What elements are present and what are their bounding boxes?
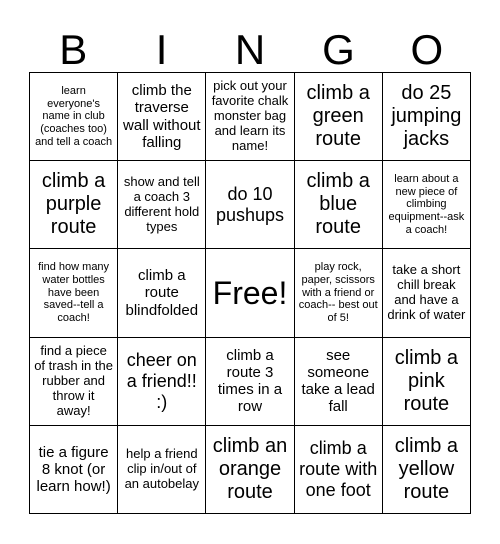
- bingo-cell[interactable]: climb a route blindfolded: [118, 249, 206, 337]
- bingo-cell[interactable]: play rock, paper, scissors with a friend or coach-- best out of 5!: [295, 249, 383, 337]
- bingo-cell[interactable]: see someone take a lead fall: [295, 338, 383, 426]
- bingo-cell[interactable]: pick out your favorite chalk monster bag and learn its name!: [206, 73, 294, 161]
- bingo-cell[interactable]: find a piece of trash in the rubber and throw it away!: [30, 338, 118, 426]
- bingo-board: [29, 72, 471, 514]
- bingo-cell[interactable]: find how many water bottles have been saved--tell a coach!: [30, 249, 118, 337]
- bingo-cell[interactable]: take a short chill break and have a drink of water: [383, 249, 471, 337]
- header-letter-b: B: [59, 26, 88, 73]
- free-space[interactable]: Free!: [206, 249, 294, 337]
- header-letter-o: O: [410, 26, 444, 73]
- bingo-cell[interactable]: cheer on a friend!! :): [118, 338, 206, 426]
- bingo-cell[interactable]: tie a figure 8 knot (or learn how!): [30, 426, 118, 514]
- bingo-cell[interactable]: climb a pink route: [383, 338, 471, 426]
- bingo-cell[interactable]: learn everyone's name in club (coaches too) and tell a coach: [30, 73, 118, 161]
- bingo-cell[interactable]: climb the traverse wall without falling: [118, 73, 206, 161]
- bingo-cell[interactable]: climb a green route: [295, 73, 383, 161]
- bingo-cell[interactable]: help a friend clip in/out of an autobelay: [118, 426, 206, 514]
- bingo-cell[interactable]: show and tell a coach 3 different hold types: [118, 161, 206, 249]
- bingo-cell[interactable]: climb an orange route: [206, 426, 294, 514]
- bingo-cell[interactable]: climb a route 3 times in a row: [206, 338, 294, 426]
- bingo-cell[interactable]: climb a purple route: [30, 161, 118, 249]
- header-letter-g: G: [322, 26, 355, 73]
- bingo-cell[interactable]: learn about a new piece of climbing equipment--ask a coach!: [383, 161, 471, 249]
- bingo-header: [29, 28, 471, 72]
- bingo-cell[interactable]: do 25 jumping jacks: [383, 73, 471, 161]
- bingo-cell[interactable]: climb a yellow route: [383, 426, 471, 514]
- bingo-cell[interactable]: climb a blue route: [295, 161, 383, 249]
- header-letter-i: I: [155, 26, 168, 73]
- bingo-cell[interactable]: climb a route with one foot: [295, 426, 383, 514]
- header-letter-n: N: [234, 26, 266, 73]
- bingo-cell[interactable]: do 10 pushups: [206, 161, 294, 249]
